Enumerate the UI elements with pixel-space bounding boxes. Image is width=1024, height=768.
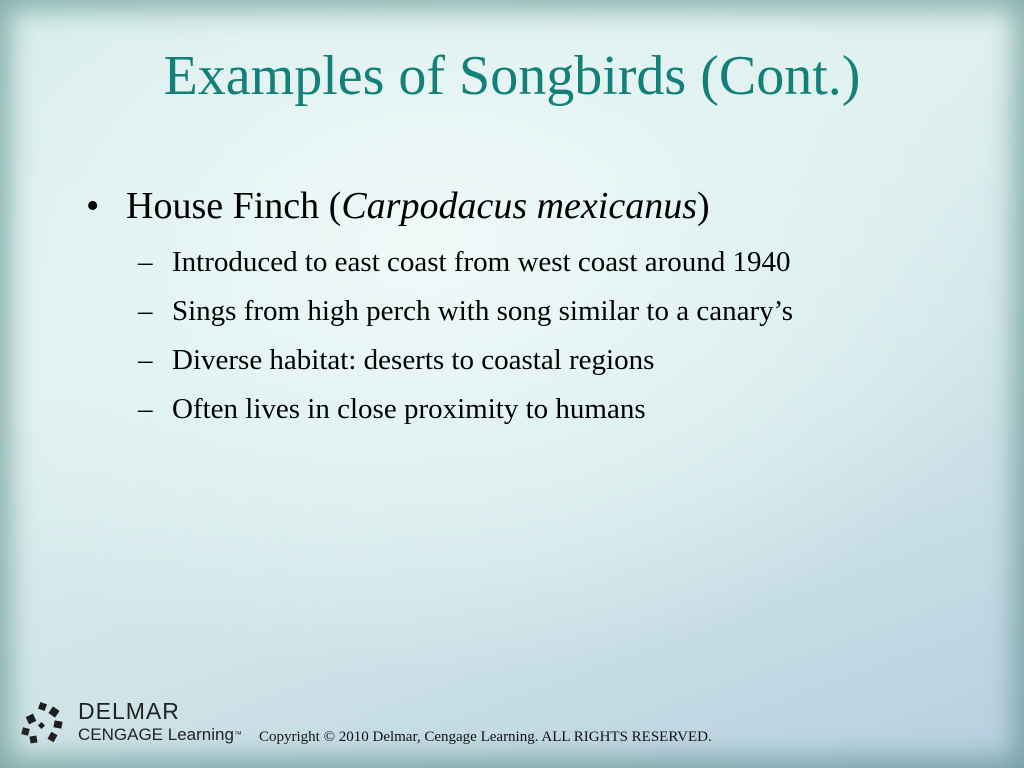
logo-wordmark-top: DELMAR <box>78 698 180 724</box>
main-bullet-scientific-name: Carpodacus mexicanus <box>341 185 697 227</box>
sub-bullet-list <box>86 238 966 434</box>
dash-marker: – <box>138 246 153 278</box>
sub-bullet <box>86 385 966 434</box>
bullet-marker: • <box>86 185 100 227</box>
sub-bullet-text: Diverse habitat: deserts to coastal regions <box>172 344 655 376</box>
delmar-logo-icon <box>20 701 64 745</box>
sub-bullet <box>86 287 966 336</box>
bullet-list <box>86 184 966 434</box>
main-bullet-suffix: ) <box>697 185 710 227</box>
dash-marker: – <box>138 393 153 425</box>
dash-marker: – <box>138 344 153 376</box>
sub-bullet <box>86 238 966 287</box>
logo-wordmark-bottom-text: CENGAGE Learning <box>78 725 234 744</box>
delmar-cengage-logo <box>20 699 260 747</box>
main-bullet-prefix: House Finch ( <box>126 185 342 227</box>
dash-marker: – <box>138 295 153 327</box>
sub-bullet-text: Often lives in close proximity to humans <box>172 393 646 425</box>
sub-bullet-text: Sings from high perch with song similar to a canary’s <box>172 295 793 327</box>
logo-trademark: ™ <box>233 730 242 739</box>
logo-wordmark-bottom <box>78 725 242 745</box>
sub-bullet <box>86 336 966 385</box>
sub-bullet-text: Introduced to east coast from west coast around 1940 <box>172 246 791 278</box>
main-bullet <box>86 184 966 228</box>
slide-title: Examples of Songbirds (Cont.) <box>163 45 861 107</box>
copyright-notice: Copyright © 2010 Delmar, Cengage Learning. ALL RIGHTS RESERVED. <box>259 729 712 745</box>
